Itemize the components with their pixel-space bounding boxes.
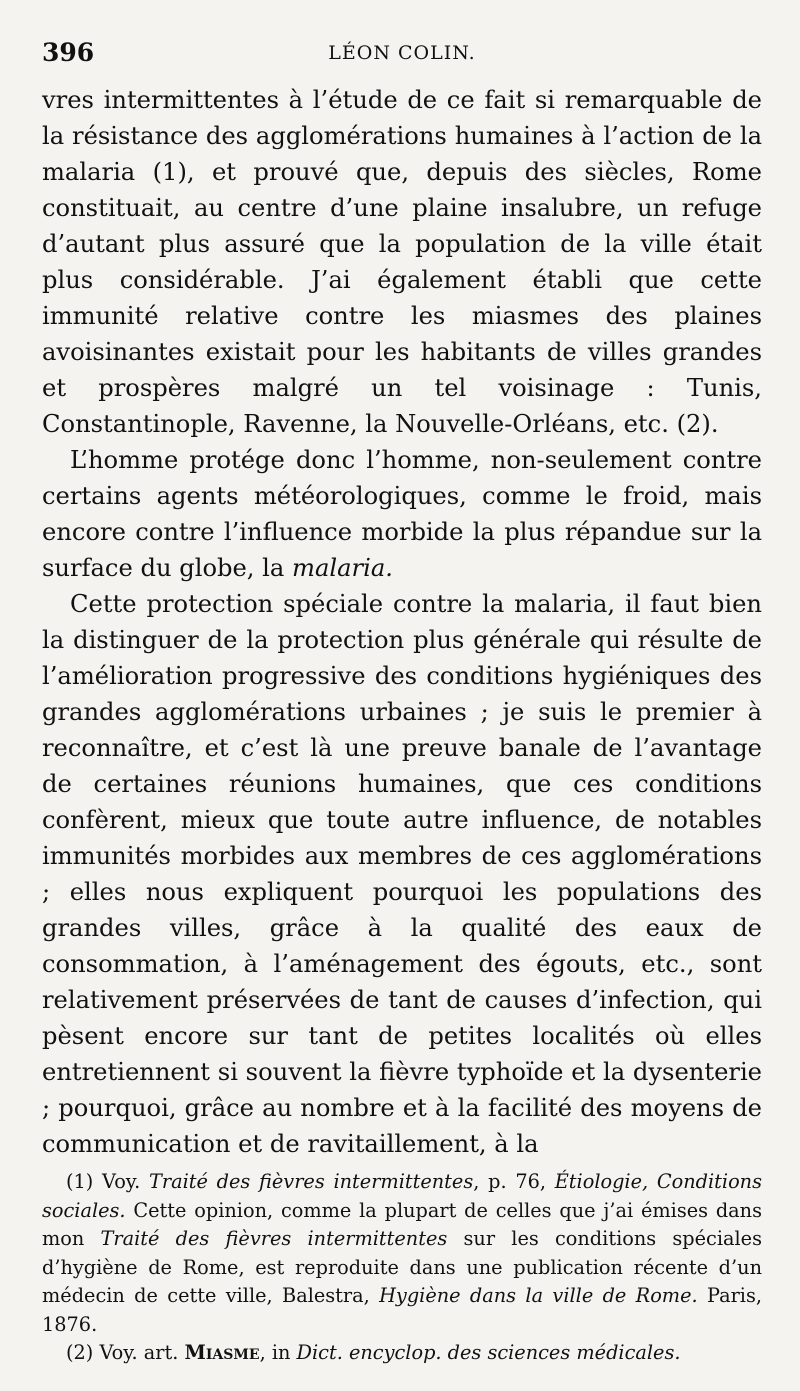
footnote-2 [42,1339,762,1368]
running-head: LÉON COLIN. [328,42,476,64]
footnote-1 [42,1168,762,1339]
fn1-j: Paris, 1876. [42,1284,762,1336]
paragraph-2 [42,442,762,586]
footnote-1-mark: (1) [66,1170,94,1193]
footnote-2-mark: (2) [66,1341,94,1364]
main-text [42,82,762,1162]
fn1-e: Cette opinion, comme la plupart de celles que j’ai émises dans mon [42,1198,762,1250]
fn2-b: Miasme [184,1341,260,1364]
page-header [42,36,762,76]
fn2-c: , in [259,1341,297,1364]
fn2-d: Dict. encyclop. des sciences médicales. [296,1341,681,1364]
fn2-a: Voy. art. [93,1341,185,1364]
fn1-h: Hygiène dans la ville de Rome. [379,1284,698,1307]
fn1-b: Traité des fièvres intermittentes [149,1170,474,1193]
fn1-f: Traité des fièvres intermittentes [100,1227,448,1250]
paragraph-2-italic: malaria. [292,554,393,582]
footnotes [42,1168,762,1368]
paragraph-3: Cette protection spéciale contre la malaria, il faut bien la distinguer de la protection plus générale qui résulte de l’amélioration progressive des conditions hygiéniques des grandes agglomérations urbaines ; je suis le premier à reconnaître, et c’est là une preuve banale de l’avantage de certaines réunions humaines, que ces conditions confèrent, mieux que toute autre influence, de notables immunités morbides aux membres de ces agglomérations ; elles nous expliquent pourquoi les populations des grandes villes, grâce à la qualité des eaux de consommation, à l’aménagement des égouts, etc., sont relativement préservées de tant de causes d’infection, qui pèsent encore sur tant de petites localités où elles entretiennent si souvent la fièvre typhoïde et la dysenterie ; pourquoi, grâce au nombre et à la facilité des moyens de communication et de ravitaillement, à la [42,590,762,1158]
fn1-a: Voy. [93,1170,150,1193]
fn1-c: , p. 76, [473,1170,555,1193]
fn1-g: sur les conditions spéciales d’hygiène de Rome, est reproduite dans une publication récente d’un médecin de cette ville, Balestra, [42,1227,762,1307]
paragraph-1: vres intermittentes à l’étude de ce fait si remarquable de la résistance des agglomérations humaines à l’action de la malaria (1), et prouvé que, depuis des siècles, Rome constituait, au centre d’une plaine insalubre, un refuge d’autant plus assuré que la population de la ville était plus considérable. J’ai également établi que cette immunité relative contre les miasmes des plaines avoisinantes existait pour les habitants de villes grandes et prospères malgré un tel voisinage : Tunis, Constantinople, Ravenne, la Nouvelle-Orléans, etc. (2). [42,86,762,438]
paragraph-2-text: L’homme protége donc l’homme, non-seulement contre certains agents météorologiques, comme le froid, mais encore contre l’influence morbide la plus répandue sur la surface du globe, la [42,446,762,582]
fn1-d: Étiologie, Conditions sociales. [42,1170,762,1222]
page-number: 396 [42,38,95,67]
